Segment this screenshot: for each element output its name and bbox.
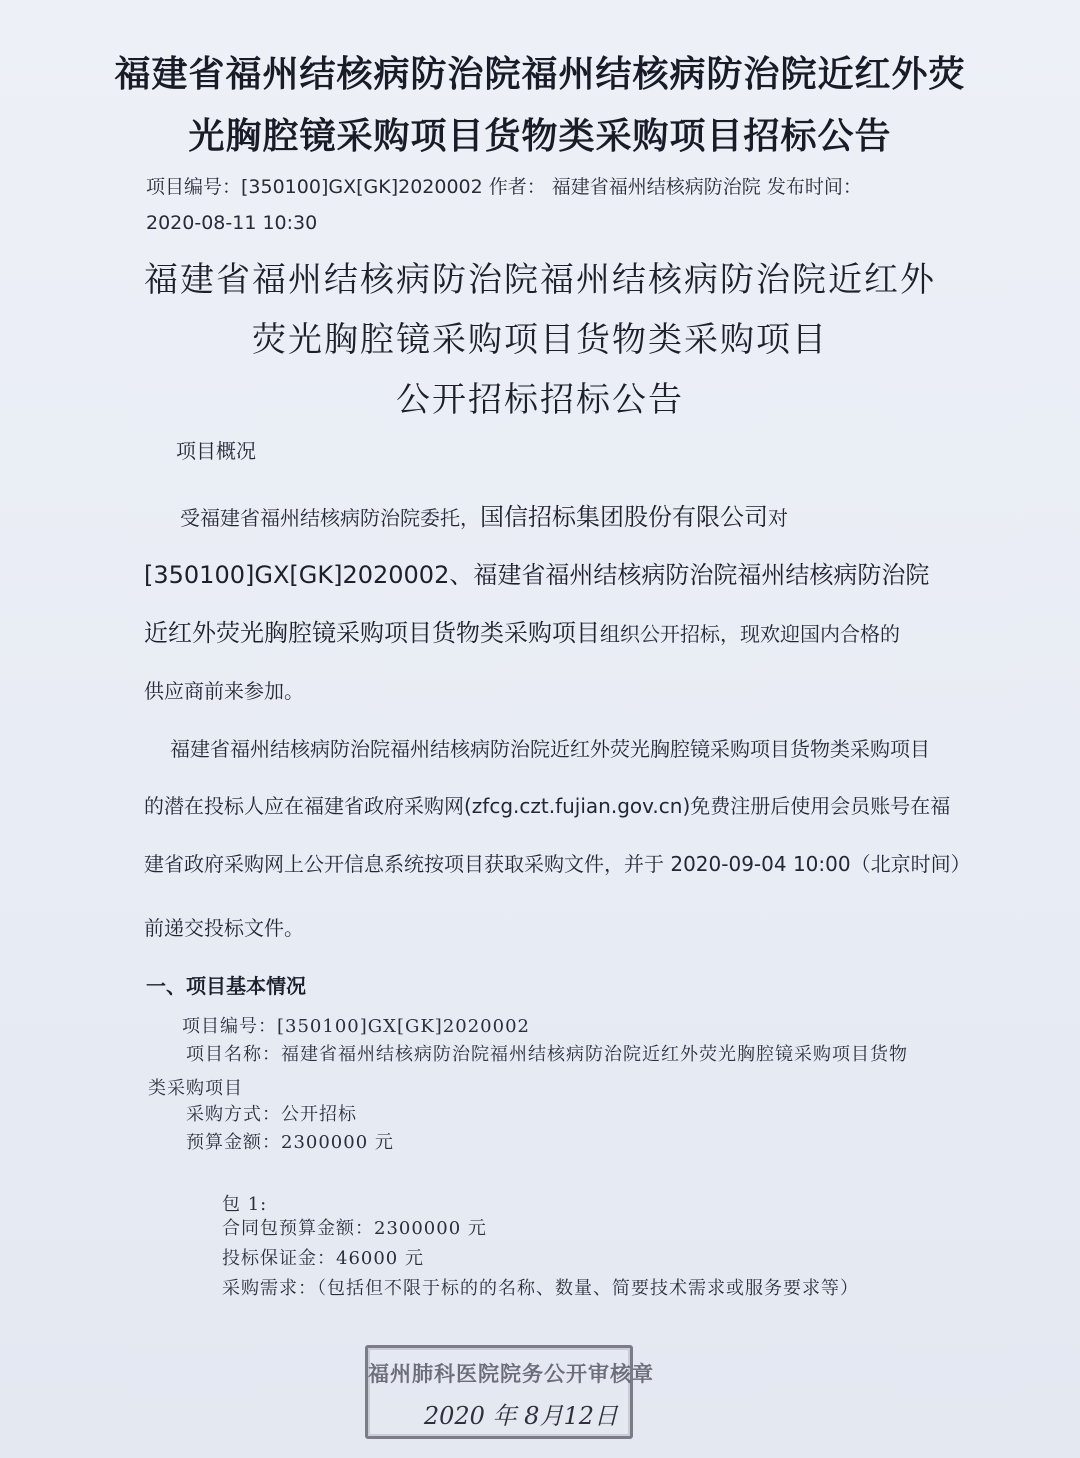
overview-para1-line4: 供应商前来参加。 xyxy=(144,679,304,703)
overview-para2-line4: 前递交投标文件。 xyxy=(144,916,304,940)
bid-deposit: 投标保证金：46000 元 xyxy=(222,1248,424,1269)
section1-heading: 一、项目基本情况 xyxy=(146,974,306,998)
text-dui: 对 xyxy=(768,506,788,530)
stamp-org-text: 福州肺科医院院务公开审核章 xyxy=(368,1361,654,1386)
project-title-inline: 近红外荧光胸腔镜采购项目货物类采购项目 xyxy=(144,619,600,647)
doc-title-line3: 公开招标招标公告 xyxy=(396,380,684,420)
package-label: 包 1: xyxy=(222,1194,268,1215)
procurement-method: 采购方式：公开招标 xyxy=(186,1104,357,1125)
overview-para2-line2: 的潜在投标人应在福建省政府采购网(zfcg.czt.fujian.gov.cn)免费注册后使用会员账号在福 xyxy=(144,794,951,818)
project-number: 项目编号：[350100]GX[GK]2020002 xyxy=(182,1016,530,1037)
invite-text: 组织公开招标，现欢迎国内合格的 xyxy=(600,622,900,646)
doc-title-line2: 荧光胸腔镜采购项目货物类采购项目 xyxy=(252,320,828,360)
stamp-date: 2020 年 8月12日 xyxy=(423,1402,618,1430)
overview-para2-line1: 福建省福州结核病防治院福州结核病防治院近红外荧光胸腔镜采购项目货物类采购项目 xyxy=(170,737,930,761)
project-name-line2: 类采购项目 xyxy=(148,1078,243,1099)
agency-name: 国信招标集团股份有限公司 xyxy=(480,503,768,531)
page-title-line2: 光胸腔镜采购项目货物类采购项目招标公告 xyxy=(188,116,892,157)
doc-title-line1: 福建省福州结核病防治院福州结核病防治院近红外 xyxy=(144,260,936,300)
overview-heading: 项目概况 xyxy=(176,439,256,463)
procurement-requirements: 采购需求：（包括但不限于标的的名称、数量、简要技术需求或服务要求等） xyxy=(222,1278,859,1299)
page-title-line1: 福建省福州结核病防治院福州结核病防治院近红外荧 xyxy=(114,54,966,95)
budget-amount: 预算金额：2300000 元 xyxy=(186,1132,394,1153)
overview-para2-line3: 建省政府采购网上公开信息系统按项目获取采购文件，并于 2020-09-04 10:00（北京时间） xyxy=(144,852,971,876)
overview-para1-line3 xyxy=(144,613,900,648)
meta-info: 项目编号：[350100]GX[GK]2020002 作者： 福建省福州结核病防治院 发布时间： xyxy=(146,176,862,198)
entrusting-org: 受福建省福州结核病防治院委托， xyxy=(180,506,480,530)
overview-para1-line1 xyxy=(180,497,788,532)
overview-para1-line2: [350100]GX[GK]2020002、福建省福州结核病防治院福州结核病防治院 xyxy=(144,561,930,589)
review-stamp xyxy=(365,1345,654,1439)
project-name-line1: 项目名称：福建省福州结核病防治院福州结核病防治院近红外荧光胸腔镜采购项目货物 xyxy=(186,1044,908,1065)
publish-time: 2020-08-11 10:30 xyxy=(146,212,318,234)
contract-budget: 合同包预算金额：2300000 元 xyxy=(222,1218,487,1239)
